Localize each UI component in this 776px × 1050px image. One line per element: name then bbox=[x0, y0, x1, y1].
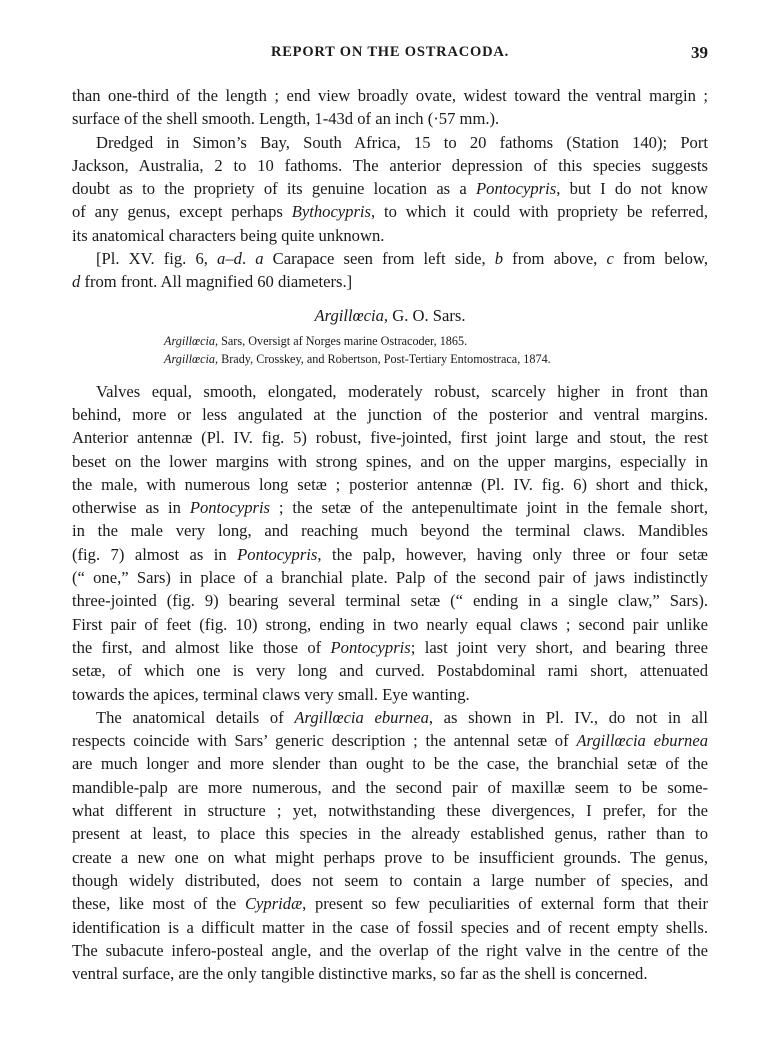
genus-name: Pontocypris bbox=[476, 179, 557, 199]
text-line: create a new one on what might perhaps prove to be insufficient grounds. The genus, bbox=[72, 847, 708, 867]
plate-reference-line bbox=[72, 270, 708, 293]
genus-name: Bythocypris bbox=[291, 202, 371, 222]
text-line: three-jointed (fig. 9) bearing several terminal setæ (“ ending in a single claw,” Sars). bbox=[72, 591, 708, 611]
genus-heading-name: Argillœcia bbox=[314, 305, 384, 325]
text-run: otherwise as in bbox=[72, 498, 190, 518]
genus-heading-authority: , G. O. Sars. bbox=[383, 305, 466, 325]
text-line: identification is a difficult matter in the case of fossil species and of recent empty shells. bbox=[72, 917, 708, 937]
genus-name: Pontocypris bbox=[330, 637, 411, 657]
text-line: towards the apices, terminal claws very small. Eye wanting. bbox=[72, 684, 470, 704]
synonymy-entry bbox=[72, 350, 708, 368]
text-run: these, like most of the bbox=[72, 894, 245, 914]
text-line: (“ one,” Sars) in place of a branchial plate. Palp of the second pair of jaws indistinctly bbox=[72, 568, 708, 588]
text-line: mandible-palp are more numerous, and the second pair of maxillæ seem to be some- bbox=[72, 777, 708, 797]
genus-name: Argillœcia bbox=[164, 351, 216, 366]
text-line bbox=[72, 636, 708, 659]
text-line: what different in structure ; yet, notwithstanding these divergences, I prefer, for the bbox=[72, 801, 708, 821]
text-line: The subacute infero-posteal angle, and the overlap of the right valve in the centre of the bbox=[72, 940, 708, 960]
genus-name: Argillœcia bbox=[164, 333, 216, 348]
text-line bbox=[72, 543, 708, 566]
text-line: Jackson, Australia, 2 to 10 fathoms. The anterior depression of this species suggests bbox=[72, 155, 708, 175]
text-line: surface of the shell smooth. Length, 1-43d of an inch (·57 mm.). bbox=[72, 109, 500, 129]
figure-letter: c bbox=[606, 249, 614, 269]
species-name: Argillœcia eburnea bbox=[294, 707, 429, 727]
text-run: , Brady, Crosskey, and Robertson, Post-Tertiary Entomostraca, 1874. bbox=[215, 351, 551, 366]
text-run: from above, bbox=[503, 249, 607, 269]
species-name: Argillœcia eburnea bbox=[576, 731, 708, 751]
text-line: ventral surface, are the only tangible distinctive marks, so far as the shell is concerned. bbox=[72, 964, 648, 984]
text-run: , as shown in Pl. IV., do not in all bbox=[428, 707, 708, 727]
text-run: ; the setæ of the antepenultimate joint in the female short, bbox=[270, 498, 709, 518]
text-line: its anatomical characters being quite unknown. bbox=[72, 225, 385, 245]
page-header bbox=[72, 44, 708, 68]
text-line bbox=[72, 177, 708, 200]
text-line: the male, with numerous long setæ ; posterior antennæ (Pl. IV. fig. 6) short and thick, bbox=[72, 474, 708, 494]
text-run: respects coincide with Sars’ generic description ; the antennal setæ of bbox=[72, 731, 577, 751]
text-run: The anatomical details of bbox=[96, 707, 295, 727]
text-line bbox=[72, 729, 708, 752]
genus-heading bbox=[72, 298, 708, 332]
genus-name: Pontocypris bbox=[237, 544, 318, 564]
text-run: , but I do not know bbox=[556, 179, 708, 199]
plate-reference-line bbox=[72, 247, 708, 270]
text-line: present at least, to place this species in the already established genus, rather than to bbox=[72, 824, 708, 844]
text-run: the first, and almost like those of bbox=[72, 637, 331, 657]
figure-letter: b bbox=[494, 249, 504, 269]
running-head: REPORT ON THE OSTRACODA. bbox=[270, 44, 510, 60]
text-run: Carapace seen from left side, bbox=[263, 249, 495, 269]
text-run: of any genus, except perhaps bbox=[72, 202, 292, 222]
text-line bbox=[72, 496, 708, 519]
text-run: from below, bbox=[613, 249, 708, 269]
text-line: Valves equal, smooth, elongated, moderately robust, scarcely higher in front than bbox=[96, 381, 708, 401]
text-line: behind, more or less angulated at the junction of the posterior and ventral margins. bbox=[72, 404, 708, 424]
text-run: ; last joint very short, and bearing three bbox=[410, 637, 708, 657]
figure-letter: a–d bbox=[217, 249, 242, 269]
genus-name: Pontocypris bbox=[189, 498, 271, 518]
text-line bbox=[72, 892, 708, 915]
synonymy-entry bbox=[72, 332, 708, 350]
text-line bbox=[72, 200, 708, 223]
figure-letter: d bbox=[72, 272, 81, 292]
text-run: from front. All magnified 60 diameters.] bbox=[80, 272, 353, 292]
synonymy bbox=[72, 332, 708, 368]
text-line: Anterior antennæ (Pl. IV. fig. 5) robust, five-jointed, first joint large and stout, the rest bbox=[72, 428, 708, 448]
text-line: than one-third of the length ; end view broadly ovate, widest toward the ventral margin ; bbox=[72, 86, 708, 105]
text-run: , present so few peculiarities of external form that their bbox=[302, 894, 708, 914]
text-run: . bbox=[241, 249, 256, 269]
text-line: setæ, of which one is very long and curved. Postabdominal rami short, attenuated bbox=[72, 661, 708, 681]
family-name: Cypridæ bbox=[244, 894, 303, 914]
page-number: 39 bbox=[691, 43, 708, 62]
text-run: (fig. 7) almost as in bbox=[72, 544, 238, 564]
text-line: Dredged in Simon’s Bay, South Africa, 15 to 20 fathoms (Station 140); Port bbox=[96, 132, 708, 152]
text-line: beset on the lower margins with strong spines, and on the upper margins, especially in bbox=[72, 451, 708, 471]
text-line: in the male very long, and reaching much beyond the terminal claws. Mandibles bbox=[72, 521, 708, 541]
text-line: though widely distributed, does not seem to contain a large number of species, and bbox=[72, 870, 708, 890]
text-line: First pair of feet (fig. 10) strong, ending in two nearly equal claws ; second pair unlike bbox=[72, 614, 708, 634]
text-line bbox=[72, 706, 708, 729]
figure-letter: a bbox=[255, 249, 264, 269]
text-run: [Pl. XV. fig. 6, bbox=[96, 249, 218, 269]
text-run: , the palp, however, having only three or four setæ bbox=[317, 544, 708, 564]
text-line: are much longer and more slender than ought to be the case, the branchial setæ of the bbox=[72, 754, 708, 774]
body-text bbox=[72, 84, 708, 985]
text-run: , to which it could with propriety be referred, bbox=[371, 202, 709, 222]
text-run: doubt as to the propriety of its genuine location as a bbox=[72, 179, 477, 199]
text-run: , Sars, Oversigt af Norges marine Ostracoder, 1865. bbox=[215, 333, 468, 348]
